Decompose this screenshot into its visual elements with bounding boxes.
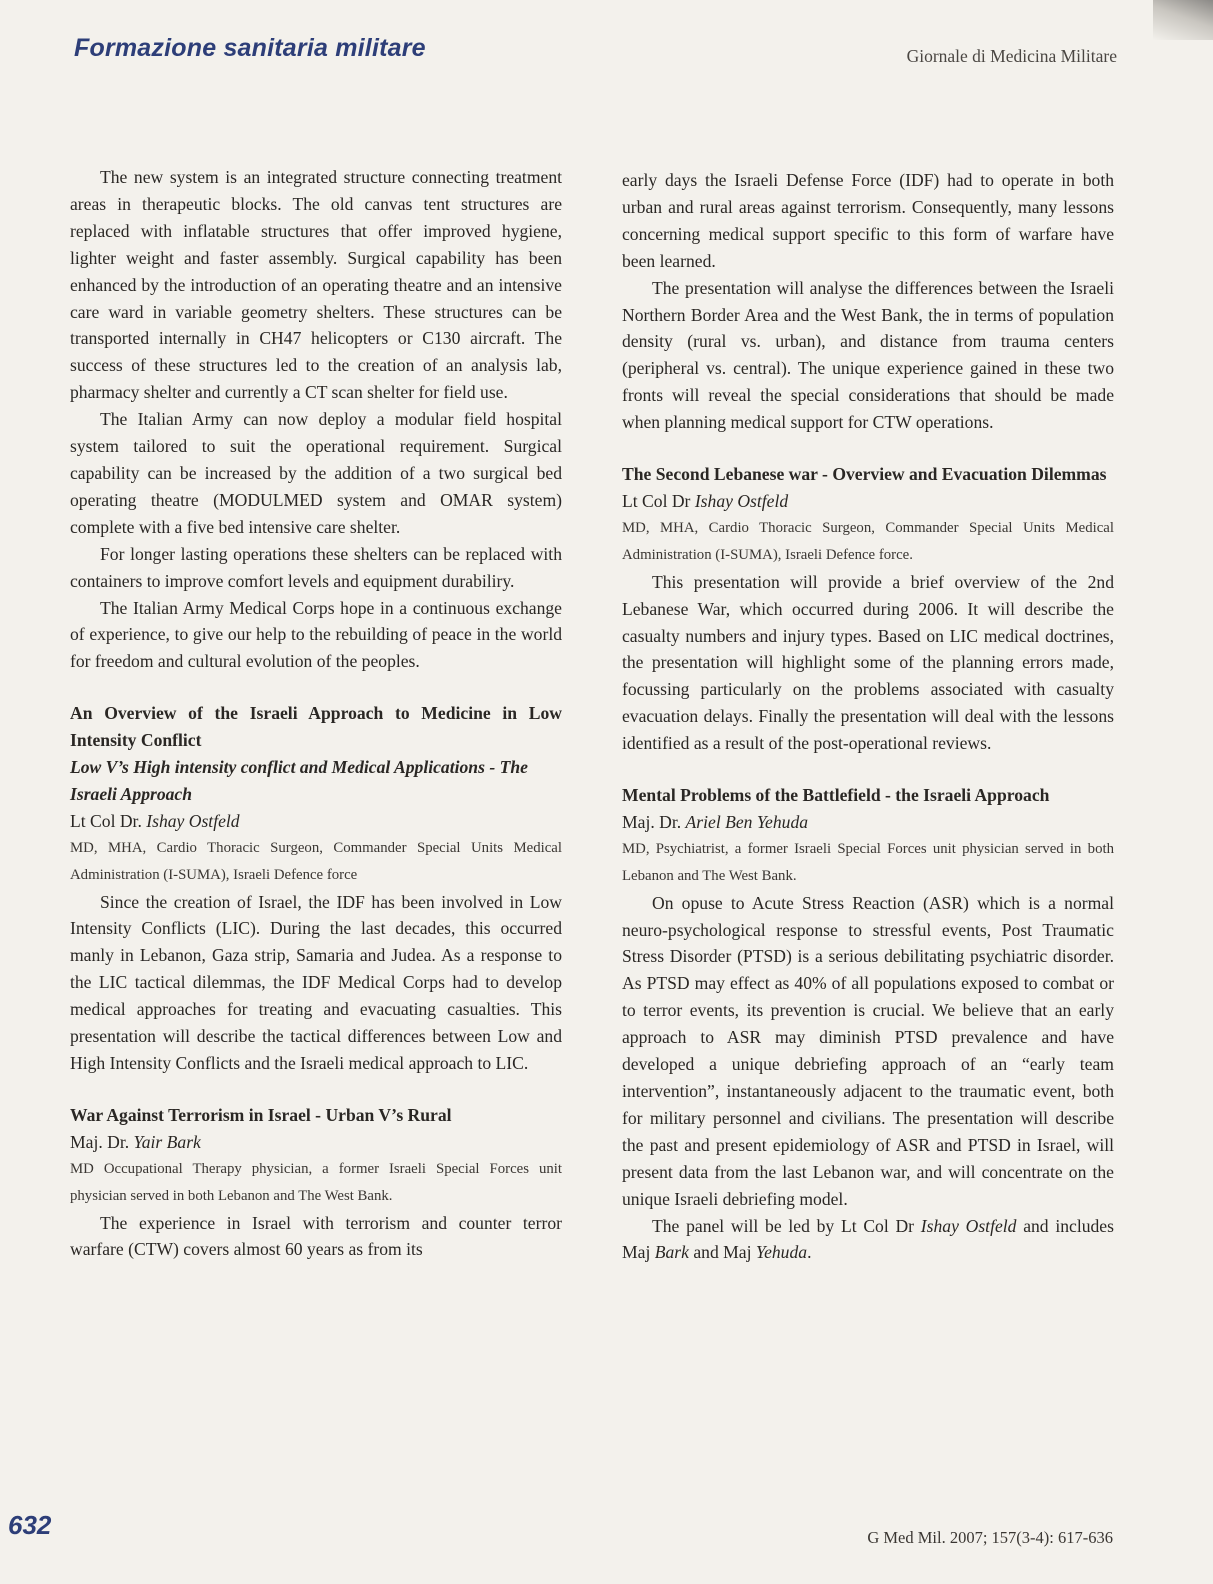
journal-citation: G Med Mil. 2007; 157(3-4): 617-636 — [867, 1528, 1113, 1547]
panel-name: Yehuda — [755, 1242, 808, 1263]
paragraph: The new system is an integrated structure connecting treatment areas in therapeutic blocks. The old canvas tent structures are replaced with inflatable structures that offer improved hygiene, lighter weight and faster assembly. Surgical capability has been enhanced by the introduction of an operating theatre and an intensive care ward in variable geometry shelters. These structures can be transported internally in CH47 helicopters or C130 aircraft. The success of these structures led to the creation of an analysis lab, pharmacy shelter and currently a CT scan shelter for field use. — [70, 167, 562, 403]
paragraph: The presentation will analyse the differences between the Israeli Northern Border Area and the West Bank, the in terms of population density (rural vs. urban), and distance from trauma centers (peripheral vs. central). The unique experience gained in these two fronts will reveal the special considerations that should be made when planning medical support for CTW operations. — [622, 277, 1114, 433]
article-title: Mental Problems of the Battlefield - the Israeli Approach — [622, 785, 1050, 806]
page-edge-shadow — [1153, 0, 1213, 40]
author-name: Ariel Ben Yehuda — [685, 811, 809, 832]
panel-text: and Maj — [688, 1242, 756, 1263]
author-rank: Maj. Dr. — [70, 1131, 130, 1152]
panel-paragraph — [622, 1213, 1114, 1267]
panel-text: The panel will be led by Lt Col Dr — [652, 1215, 921, 1236]
paragraph: On opuse to Acute Stress Reaction (ASR) which is a normal neuro-psychological response to stressful events, Post Traumatic Stress Disorder (PTSD) is a serious debilitating psychiatric disorder. As PTSD may effect as 40% of all populations exposed to combat or to terror events, its prevention is crucial. We believe that an early approach to ASR may diminish PTSD prevalence and have developed a unique debriefing approach of an “early team intervention”, instantaneously adjacent to the traumatic event, both for military personnel and civilians. The presentation will describe the past and present epidemiology of ASR and PTSD in Israel, will present data from the last Lebanon war, and will concentrate on the unique Israeli debriefing model. — [622, 892, 1114, 1209]
author-name: Yair Bark — [133, 1131, 201, 1152]
author-line — [70, 1129, 562, 1156]
article-title: The Second Lebanese war - Overview and Evacuation Dilemmas — [622, 464, 1107, 485]
author-line — [70, 808, 562, 835]
section-title: Formazione sanitaria militare — [74, 34, 426, 62]
panel-name: Ishay Ostfeld — [920, 1215, 1017, 1236]
author-rank: Maj. Dr. — [622, 811, 682, 832]
author-affiliation: MD, Psychiatrist, a former Israeli Special Forces unit physician served in both Lebanon and The West Bank. — [622, 840, 1114, 884]
section-spacer — [622, 436, 1114, 461]
panel-name: Bark — [654, 1242, 689, 1263]
section-spacer — [70, 675, 562, 700]
article-title: War Against Terrorism in Israel - Urban V’s Rural — [70, 1104, 452, 1125]
paragraph: The experience in Israel with terrorism and counter terror warfare (CTW) covers almost 60 years as from its — [70, 1212, 562, 1260]
paragraph-continued: early days the Israeli Defense Force (IDF) had to operate in both urban and rural areas against terrorism. Consequently, many lessons concerning medical support specific to this form of warfare have been learned. — [622, 170, 1114, 271]
article-title: An Overview of the Israeli Approach to Medicine in Low Intensity Conflict — [70, 703, 562, 751]
panel-text: . — [807, 1242, 812, 1263]
paragraph: The Italian Army can now deploy a modular field hospital system tailored to suit the operational requirement. Surgical capability can be increased by the addition of a two surgical bed operating theatre (MODULMED system and OMAR system) complete with a five bed intensive care shelter. — [70, 409, 562, 537]
author-rank: Lt Col Dr. — [70, 810, 142, 831]
right-column — [622, 167, 1114, 1266]
author-line — [622, 488, 1114, 515]
author-name: Ishay Ostfeld — [146, 810, 240, 831]
paragraph: The Italian Army Medical Corps hope in a continuous exchange of experience, to give our help to the rebuilding of peace in the world for freedom and cultural evolution of the peoples. — [70, 597, 562, 672]
author-name: Ishay Ostfeld — [694, 490, 789, 511]
author-rank: Lt Col Dr — [622, 490, 691, 511]
page-number: 632 — [8, 1510, 52, 1540]
author-affiliation: MD, MHA, Cardio Thoracic Surgeon, Commander Special Units Medical Administration (I-SUMA), Israeli Defence force — [70, 839, 562, 883]
panel-text: and includes Maj — [622, 1215, 1114, 1263]
paragraph: Since the creation of Israel, the IDF has been involved in Low Intensity Conflicts (LIC). During the last decades, this occurred manly in Lebanon, Gaza strip, Samaria and Judea. As a response to the LIC tactical dilemmas, the IDF Medical Corps had to develop medical approaches for treating and evacuating casualties. This presentation will describe the tactical differences between Low and High Intensity Conflicts and the Israeli medical approach to LIC. — [70, 891, 562, 1073]
author-affiliation: MD Occupational Therapy physician, a former Israeli Special Forces unit physician served in both Lebanon and The West Bank. — [70, 1160, 562, 1204]
section-spacer — [622, 757, 1114, 782]
left-column — [70, 164, 562, 1263]
article-subtitle: Low V’s High intensity conflict and Medical Applications - The Israeli Approach — [70, 757, 528, 804]
section-spacer — [70, 1077, 562, 1102]
paragraph: This presentation will provide a brief overview of the 2nd Lebanese War, which occurred during 2006. It will describe the casualty numbers and injury types. Based on LIC medical doctrines, the presentation will highlight some of the planning errors made, focussing particularly on the problems associated with casualty evacuation delays. Finally the presentation will deal with the lessons identified as a result of the post-operational reviews. — [622, 571, 1114, 754]
journal-name: Giornale di Medicina Militare — [906, 46, 1117, 66]
author-line — [622, 809, 1114, 836]
author-affiliation: MD, MHA, Cardio Thoracic Surgeon, Commander Special Units Medical Administration (I-SUMA), Israeli Defence force. — [622, 519, 1114, 563]
paragraph: For longer lasting operations these shelters can be replaced with containers to improve comfort levels and equipment durabiliry. — [70, 543, 562, 591]
